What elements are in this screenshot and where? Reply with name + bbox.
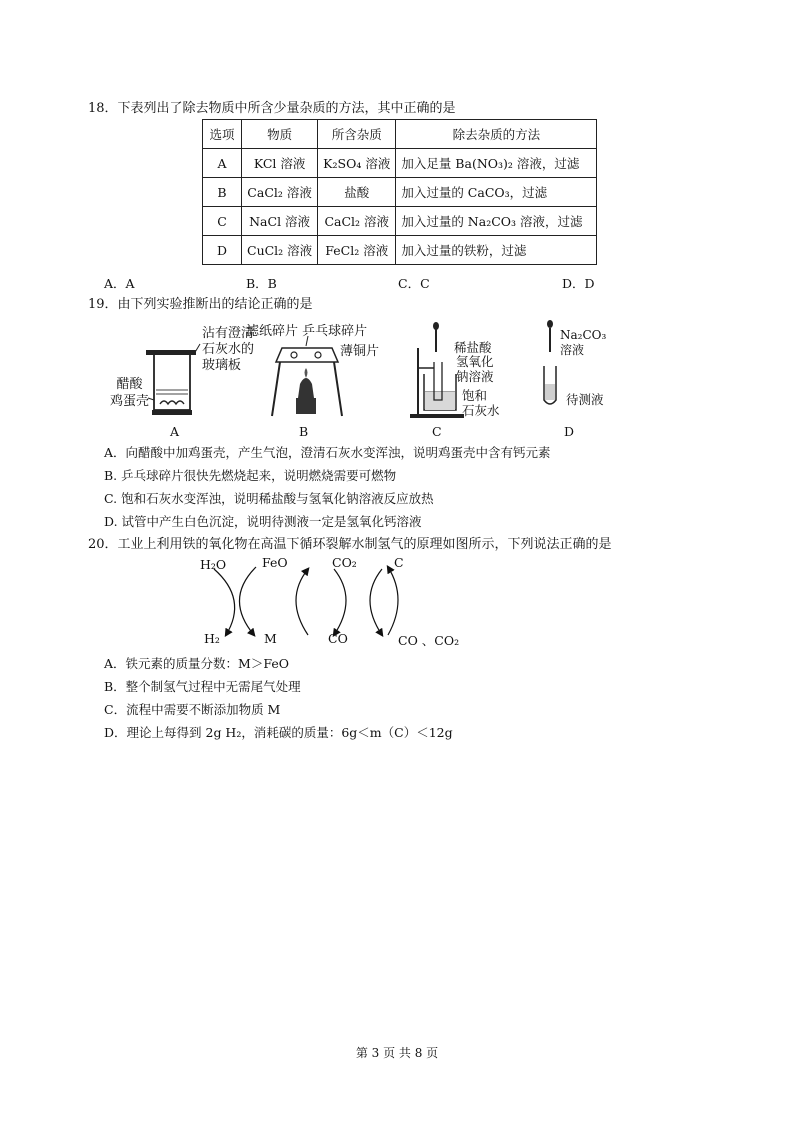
table-cell: B — [203, 178, 242, 207]
table-header-cell: 物质 — [242, 120, 318, 149]
q20-option-c[interactable]: C．流程中需要不断添加物质 M — [104, 702, 281, 717]
figure-a — [104, 318, 264, 422]
table-cell: D — [203, 236, 242, 265]
q19-option-d[interactable]: D. 试管中产生白色沉淀，说明待测液一定是氢氧化钙溶液 — [104, 514, 422, 529]
table-header-cell: 所含杂质 — [318, 120, 396, 149]
table-header-cell: 除去杂质的方法 — [396, 120, 597, 149]
figure-c-label-acid: 稀盐酸 — [454, 340, 492, 355]
table-row — [203, 207, 597, 236]
table-cell: 加入过量的 Na₂CO₃ 溶液，过滤 — [396, 207, 597, 236]
table-cell: KCl 溶液 — [242, 149, 318, 178]
q20-option-b[interactable]: B．整个制氢气过程中无需尾气处理 — [104, 679, 301, 694]
cycle-co-co2: CO 、CO₂ — [398, 633, 460, 648]
table-cell: K₂SO₄ 溶液 — [318, 149, 396, 178]
cycle-co2-top: CO₂ — [332, 555, 357, 570]
figure-d-tube-label: 待测液 — [566, 392, 604, 407]
table-cell: C — [203, 207, 242, 236]
figure-c-label-lime-1: 饱和 — [462, 388, 488, 403]
figure-a-beaker-label-1: 醋酸 — [116, 377, 143, 392]
q20-cycle-diagram — [196, 555, 486, 650]
figure-c-label-naoh-2: 钠溶液 — [456, 369, 494, 384]
figure-b-drawing — [246, 318, 396, 422]
q18-stem: 18．下表列出了除去物质中所含少量杂质的方法，其中正确的是 — [88, 101, 456, 116]
table-row — [203, 149, 597, 178]
table-row — [203, 236, 597, 265]
q19-option-b[interactable]: B. 乒乓球碎片很快先燃烧起来，说明燃烧需要可燃物 — [104, 468, 397, 483]
q18-choice-b[interactable]: B．B — [246, 276, 277, 291]
table-cell: 加入过量的 CaCO₃，过滤 — [396, 178, 597, 207]
figure-c-label-lime-2: 石灰水 — [462, 403, 500, 418]
q19-option-c[interactable]: C. 饱和石灰水变浑浊，说明稀盐酸与氢氧化钠溶液反应放热 — [104, 491, 434, 506]
figure-a-caption: A — [170, 424, 180, 439]
q19-option-a[interactable]: A．向醋酸中加鸡蛋壳，产生气泡，澄清石灰水变浑浊，说明鸡蛋壳中含有钙元素 — [104, 445, 551, 460]
table-cell: FeCl₂ 溶液 — [318, 236, 396, 265]
figure-b — [246, 318, 396, 422]
q20-option-a[interactable]: A．铁元素的质量分数：M＞FeO — [104, 656, 289, 671]
table-header-cell: 选项 — [203, 120, 242, 149]
cycle-h2: H₂ — [204, 631, 220, 646]
table-cell: NaCl 溶液 — [242, 207, 318, 236]
figure-d-caption: D — [564, 424, 575, 439]
table-cell: CaCl₂ 溶液 — [242, 178, 318, 207]
figure-c-label-naoh-1: 氢氧化 — [456, 354, 494, 369]
q18-table — [202, 119, 597, 265]
figure-a-plate-label-3: 玻璃板 — [202, 358, 242, 373]
figure-d-dropper-label-2: 溶液 — [560, 343, 585, 357]
q20-option-d[interactable]: D．理论上每得到 2g H₂，消耗碳的质量：6g＜m（C）＜12g — [104, 725, 453, 740]
figure-b-top-label: 滤纸碎片 乒乓球碎片 — [246, 324, 368, 339]
table-cell: A — [203, 149, 242, 178]
q19-stem: 19．由下列实验推断出的结论正确的是 — [88, 297, 313, 312]
figure-b-plate-label: 薄铜片 — [340, 344, 380, 359]
q18-choice-a[interactable]: A．A — [104, 276, 135, 291]
cycle-m: M — [264, 631, 277, 646]
figure-c-caption: C — [432, 424, 442, 439]
figure-a-plate-label-1: 沾有澄清 — [202, 326, 255, 341]
q18-choice-c[interactable]: C．C — [398, 276, 430, 291]
figure-a-plate-label-2: 石灰水的 — [202, 342, 255, 357]
table-row — [203, 178, 597, 207]
figure-d — [536, 318, 636, 422]
cycle-h2o: H₂O — [200, 557, 227, 572]
figure-d-dropper-label-1: Na₂CO₃ — [560, 328, 607, 342]
table-cell: 盐酸 — [318, 178, 396, 207]
q18-choice-d[interactable]: D．D — [562, 276, 595, 291]
table-cell: CuCl₂ 溶液 — [242, 236, 318, 265]
q20-stem: 20．工业上利用铁的氧化物在高温下循环裂解水制氢气的原理如图所示，下列说法正确的是 — [88, 537, 612, 552]
figure-b-caption: B — [299, 424, 309, 439]
table-cell: 加入过量的铁粉，过滤 — [396, 236, 597, 265]
cycle-c: C — [394, 555, 404, 570]
figure-c — [406, 318, 526, 422]
page-footer: 第 3 页 共 8 页 — [355, 1046, 439, 1060]
cycle-feo: FeO — [262, 555, 288, 570]
table-header-row — [203, 120, 597, 149]
table-cell: 加入足量 Ba(NO₃)₂ 溶液，过滤 — [396, 149, 597, 178]
figure-a-beaker-label-2: 鸡蛋壳 — [110, 394, 150, 409]
cycle-co: CO — [328, 631, 348, 646]
table-cell: CaCl₂ 溶液 — [318, 207, 396, 236]
